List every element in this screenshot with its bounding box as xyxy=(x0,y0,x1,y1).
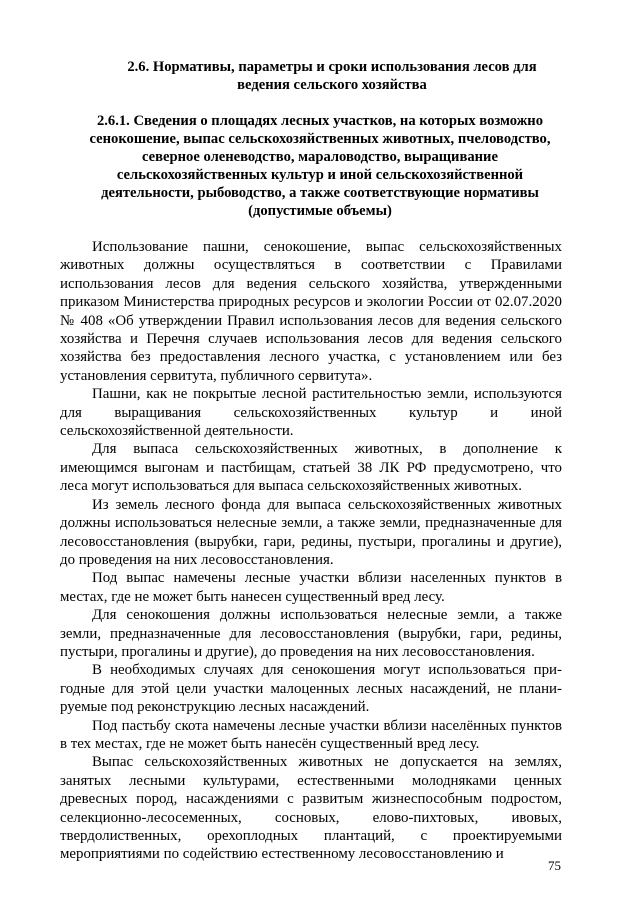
body-text xyxy=(60,238,562,864)
paragraph: Под пастьбу скота намечены лесные участки вблизи населённых пунктов в тех местах, где не может быть нанесён существенный вред лесу. xyxy=(60,717,562,752)
paragraph: Для сенокошения должны использоваться нелесные земли, а также земли, предназначенные для лесовосстановления (вырубки, гари, редины, пустыри, прогалины и другие), до проведения на них лесовосстановления. xyxy=(60,607,562,660)
paragraph: В необходимых случаях для сенокошения могут использоваться пригодные для этой цели участки малоценных лесных насаждений, не планируемые под реконструкцию лесных насаждений. xyxy=(60,662,562,716)
paragraph: Использование пашни, сенокошение, выпас сельскохозяйственных животных должны осуществляться в соответствии с Правилами использования лесов для ведения сельского хозяйства, утвержденными приказом Министерства природных ресурсов и экологии России от 02.07.2020 № 408 «Об утверждении Правил использования лесов для ведения сельского хозяйства и Перечня случаев использования лесов для ведения сельского хозяйства без предоставления лесного участка, с установлением или без установления сервитута, публичного сервитута». xyxy=(60,239,562,384)
section-title: 2.6. Нормативы, параметры и сроки использования лесов для ведения сельского хозяйства xyxy=(127,59,537,93)
page-number: 75 xyxy=(548,858,561,873)
paragraph: Для выпаса сельскохозяйственных животных, в дополнение к имеющимся выгонам и пастбищам, статьей 38 ЛК РФ предусмотрено, что леса могут использоваться для выпаса сельскохозяйственных животных. xyxy=(60,441,562,495)
paragraph: Из земель лесного фонда для выпаса сельскохозяйственных животных должны использоваться нелесные земли, а также земли, предназначенные для лесовосстановления (вырубки, гари, редины, пустыри, прогалины и другие), до проведения на них лесовосстановления. xyxy=(60,496,562,568)
paragraph: Выпас сельскохозяйственных животных не допускается на землях, занятых лесными культурами, естественными молодняками ценных древесных пород, насаждениями с развитым жизнеспособным подростом, селекционно-лесосеменных, сосновых, елово-пихтовых, ивовых, твердолиственных, орехоплодных плантаций, с проектируемыми мероприятиями по содействию естественному лесовосстановлению и xyxy=(60,754,562,863)
subsection-title: 2.6.1. Сведения о площадях лесных участков, на которых возможно сенокошение, выпас сельскохозяйственных животных, пчеловодство, северное оленеводство, мараловодство, выращивание сельскохозяйственных культур и иной сельскохозяйственной деятельности, рыбоводство, а также соответствующие нормативы (допустимые объемы) xyxy=(89,113,551,219)
paragraph: Пашни, как не покрытые лесной растительностью земли, используются для выращивания сельскохозяйственных культур и иной сельскохозяйственной деятельности. xyxy=(60,386,562,440)
paragraph: Под выпас намечены лесные участки вблизи населенных пунктов в местах, где не может быть нанесен существенный вред лесу. xyxy=(60,570,562,605)
